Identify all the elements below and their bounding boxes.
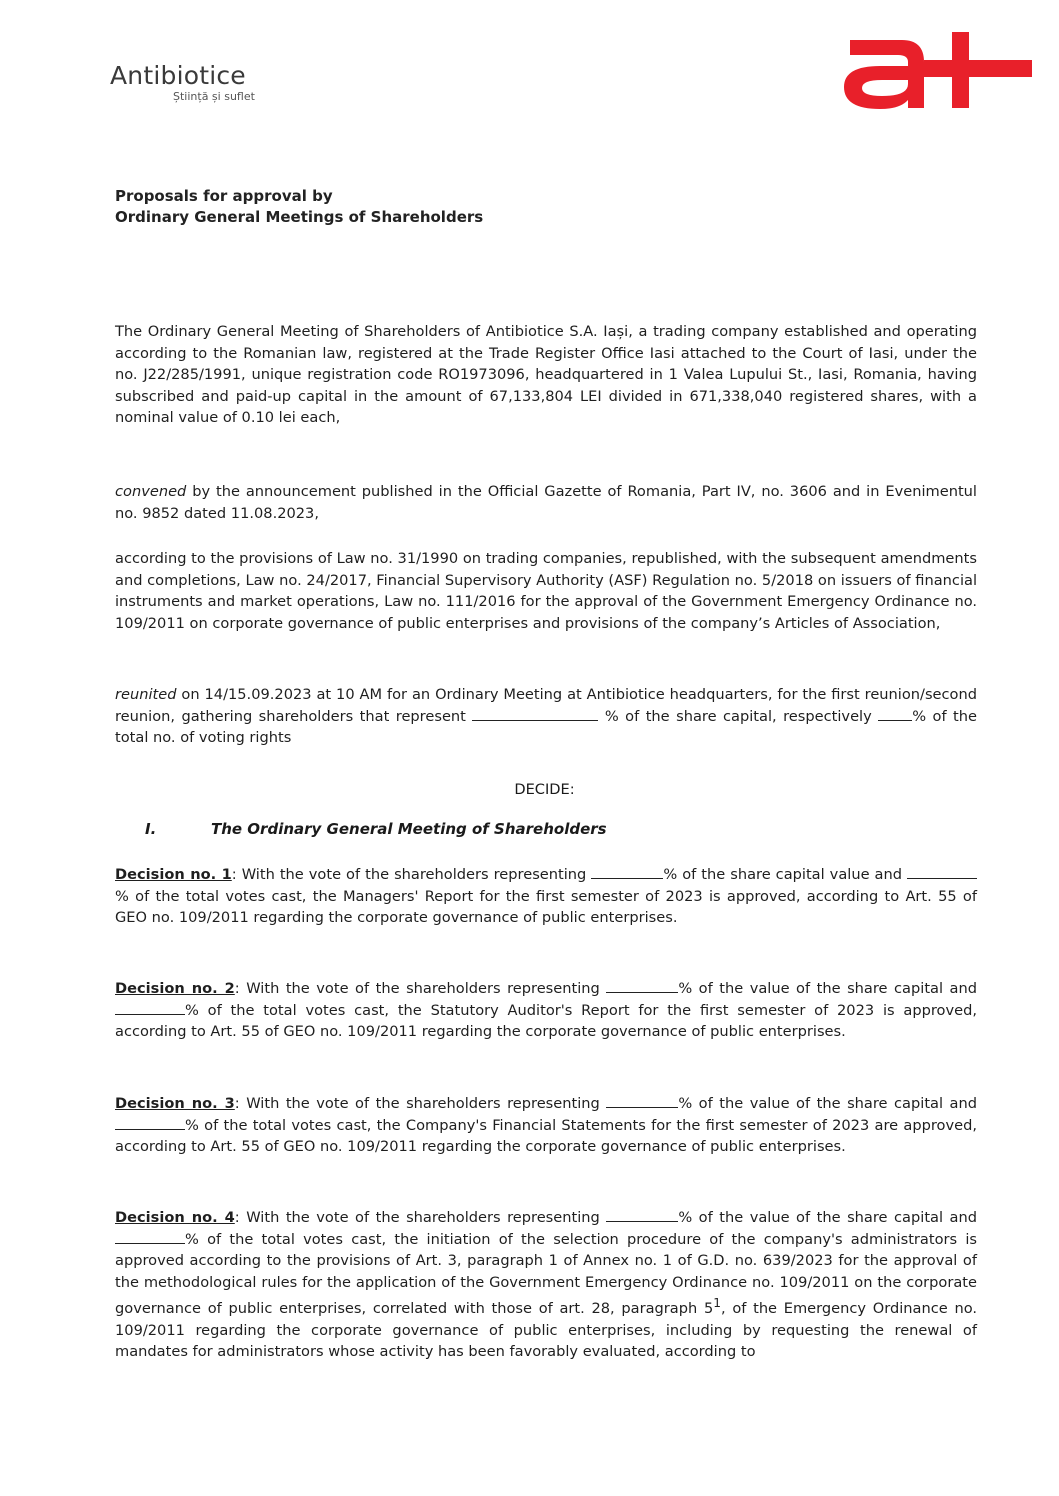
convened-paragraph xyxy=(115,481,977,524)
convened-text: by the announcement published in the Official Gazette of Romania, Part IV, no. 3606 and in Evenimentul no. 9852 dated 11.08.2023, xyxy=(115,483,977,522)
page-title xyxy=(115,186,483,228)
vote-blank xyxy=(115,1229,185,1244)
decision-1: Decision no. 1: With the vote of the shareholders representing % of the share capital value and % of the total votes cast, the Managers' Report for the first semester of 2023 is approved, according to Art. 55 of GEO no. 109/2011 regarding the corporate governance of public enterprises. xyxy=(115,866,977,927)
decision-3: Decision no. 3: With the vote of the shareholders representing % of the value of the share capital and % of the total votes cast, the Company's Financial Statements for the first semester of 2023 are approved, according to Art. 55 of GEO no. 109/2011 regarding the corporate governance of public enterprises. xyxy=(115,1095,977,1156)
decision-4: Decision no. 4: With the vote of the shareholders representing % of the value of the share capital and % of the total votes cast, the initiation of the selection procedure of the company's administrators is approved according to the provisions of Art. 3, paragraph 1 of Annex no. 1 of G.D. no. 639/2023 for the approval of the methodological rules for the application of the Government Emergency Ordinance no. 109/2011 on the corporate governance of public enterprises, correlated with those of art. 28, paragraph $5^1$, of the Emergency Ordinance no. 109/2011 regarding the corporate governance of public enterprises, including by requesting the renewal of mandates for administrators whose activity has been favorably evaluated, according to xyxy=(115,1209,978,1361)
page-title-line-2: Ordinary General Meetings of Shareholders xyxy=(115,208,484,226)
brand-tagline: Știință și suflet xyxy=(173,90,255,103)
intro-paragraph: The Ordinary General Meeting of Shareholders of Antibiotice S.A. Iași, a trading company established and operating according to the Romanian law, registered at the Trade Register Office Iasi attached to the Court of Iasi, under the no. J22/285/1991, unique registration code RO1973096, headquartered in 1 Valea Lupului St., Iasi, Romania, having subscribed and paid-up capital in the amount of 67,133,804 LEI divided in 671,338,040 registered shares, with a nominal value of 0.10 lei each, xyxy=(115,323,977,427)
vote-blank xyxy=(606,1207,678,1222)
decision-2: Decision no. 2: With the vote of the shareholders representing % of the value of the share capital and % of the total votes cast, the Statutory Auditor's Report for the first semester of 2023 is approved, according to Art. 55 of GEO no. 109/2011 regarding the corporate governance of public enterprises. xyxy=(115,980,977,1041)
reunited-lead: reunited xyxy=(115,686,177,703)
vote-blank xyxy=(606,1093,678,1108)
decide-heading: DECIDE: xyxy=(514,781,575,798)
share-capital-blank xyxy=(472,706,598,721)
vote-blank xyxy=(907,864,977,879)
vote-blank xyxy=(606,978,678,993)
vote-blank xyxy=(115,1115,185,1130)
voting-rights-blank xyxy=(878,706,912,721)
vote-blank xyxy=(591,864,663,879)
section-number: I. xyxy=(145,820,157,838)
decision-label: Decision no. 1 xyxy=(115,866,232,883)
section-title: The Ordinary General Meeting of Shareholders xyxy=(211,820,607,838)
decision-label: Decision no. 3 xyxy=(115,1095,235,1112)
company-logo-text xyxy=(110,62,255,103)
a-plus-logo-icon xyxy=(840,30,1032,110)
section-heading xyxy=(145,819,607,840)
legal-basis-paragraph: according to the provisions of Law no. 31/1990 on trading companies, republished, with the subsequent amendments and completions, Law no. 24/2017, Financial Supervisory Authority (ASF) Regulation no. 5/2018 on issuers of financial instruments and market operations, Law no. 111/2016 for the approval of the Government Emergency Ordinance no. 109/2011 on corporate governance of public enterprises and provisions of the company’s Articles of Association, xyxy=(115,550,977,632)
reunited-paragraph: reunited on 14/15.09.2023 at 10 AM for an Ordinary Meeting at Antibiotice headquarters, for the first reunion/second reunion, gathering shareholders that represent % of the share capital, respectively % of the total no. of voting rights xyxy=(115,686,978,747)
brand-name: Antibiotice xyxy=(110,61,246,90)
convened-lead: convened xyxy=(115,483,187,500)
decision-label: Decision no. 4 xyxy=(115,1209,235,1226)
page-title-line-1: Proposals for approval by xyxy=(115,187,333,205)
footnote-superscript: 1 xyxy=(713,1296,721,1311)
vote-blank xyxy=(115,1000,185,1015)
decision-label: Decision no. 2 xyxy=(115,980,235,997)
